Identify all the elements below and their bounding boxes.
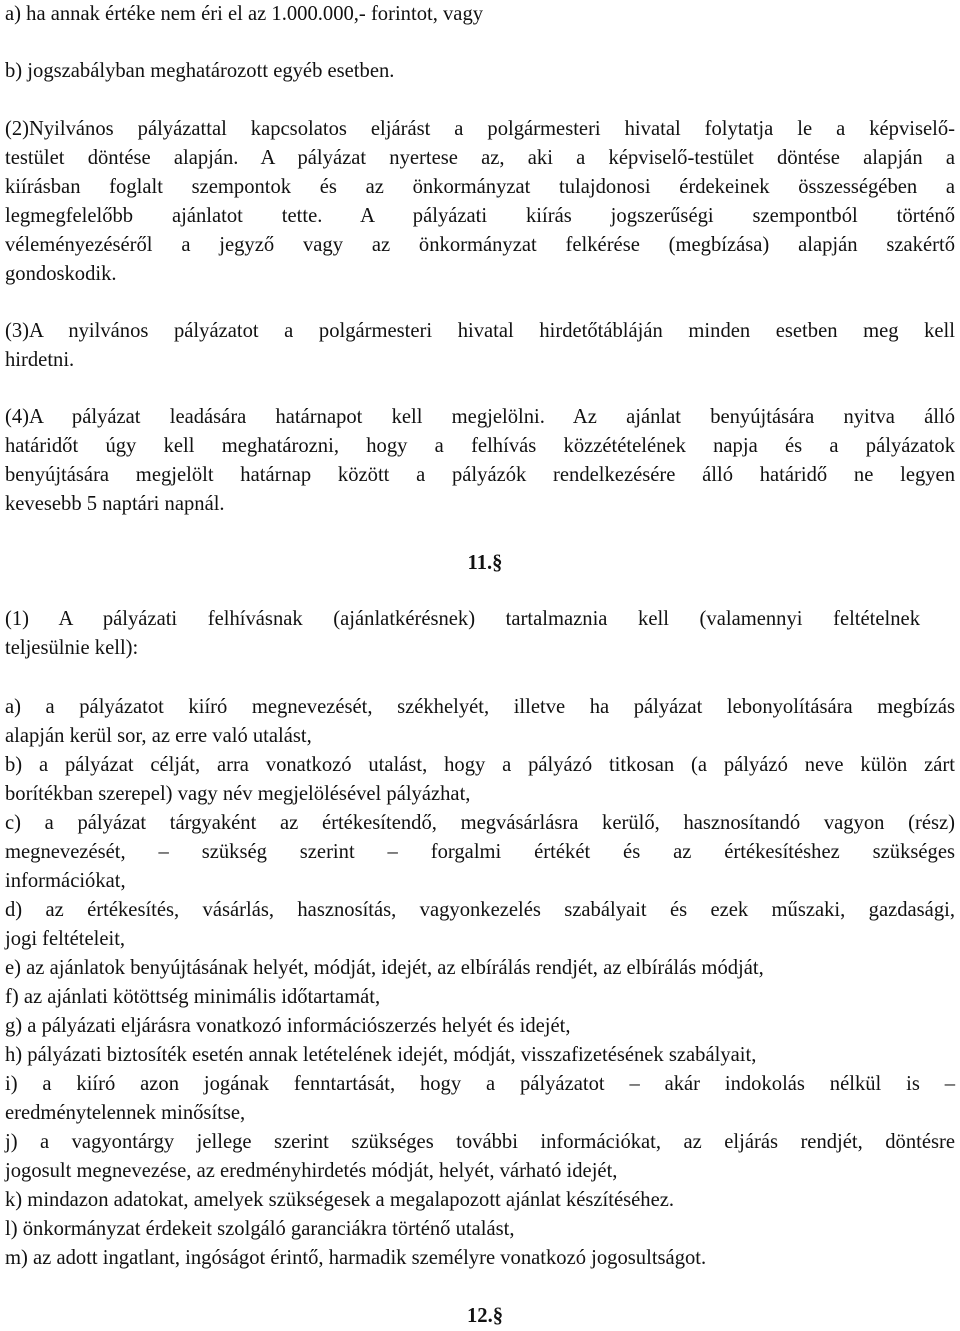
text-line: gondoskodik. <box>5 263 117 285</box>
list-line: g) a pályázati eljárásra vonatkozó információszerzés helyét és idejét, <box>5 1015 571 1037</box>
text-line: benyújtására megjelölt határnap között a pályázók rendelkezésére álló határidő ne legyen <box>5 464 955 486</box>
list-line: f) az ajánlati kötöttség minimális időtartamát, <box>5 986 381 1008</box>
text-line: véleményezéséről a jegyző vagy az önkormányzat felkérése (megbízása) alapján szakértő <box>5 234 955 256</box>
text-line: határidőt úgy kell meghatározni, hogy a felhívás közzétételének napja és a pályázatok <box>5 435 955 457</box>
list-line: h) pályázati biztosíték esetén annak letételének idejét, módját, visszafizetésének szabályait, <box>5 1044 757 1066</box>
section-11-list <box>5 693 955 1273</box>
list-line: m) az adott ingatlant, ingóságot érintő, harmadik személyre vonatkozó jogosultságot. <box>5 1247 707 1269</box>
list-line: a) a pályázatot kiíró megnevezését, székhelyét, illetve ha pályázat lebonyolítására megbízás <box>5 696 955 718</box>
text-line: (1) A pályázati felhívásnak (ajánlatkérésnek) tartalmaznia kell (valamennyi feltételnek <box>5 608 920 630</box>
text-line: teljesülnie kell): <box>5 637 139 659</box>
text-line: (2)Nyilvános pályázattal kapcsolatos eljárást a polgármesteri hivatal folytatja le a képviselő- <box>5 118 955 140</box>
text-line: legmegfelelőbb ajánlatot tette. A pályázati kiírás jogszerűségi szempontból történő <box>5 205 955 227</box>
list-line: d) az értékesítés, vásárlás, hasznosítás, vagyonkezelés szabályait és ezek műszaki, gazdasági, <box>5 899 955 921</box>
text-line: kiírásban foglalt szempontok és az önkormányzat tulajdonosi érdekeinek összességében a <box>5 176 955 198</box>
list-line: e) az ajánlatok benyújtásának helyét, módját, idejét, az elbírálás rendjét, az elbírálás módját, <box>5 957 764 979</box>
list-line: borítékban szerepel) vagy név megjelölésével pályázhat, <box>5 783 471 805</box>
list-line: jogi feltételeit, <box>5 928 126 950</box>
text-line: kevesebb 5 naptári napnál. <box>5 493 225 515</box>
section-11-intro <box>5 605 920 663</box>
list-line: l) önkormányzat érdekeit szolgáló garanciákra történő utalást, <box>5 1218 515 1240</box>
text-line: a) ha annak értéke nem éri el az 1.000.000,- forintot, vagy <box>5 3 484 25</box>
list-line: c) a pályázat tárgyaként az értékesítendő, megvásárlásra kerülő, hasznosítandó vagyon (rész) <box>5 812 955 834</box>
list-line: alapján kerül sor, az erre való utalást, <box>5 725 312 747</box>
paragraph-4 <box>5 403 955 519</box>
text-line: (3)A nyilvános pályázatot a polgármesteri hivatal hirdetőtábláján minden esetben meg kell <box>5 320 955 342</box>
text-line: (4)A pályázat leadására határnapot kell megjelölni. Az ajánlat benyújtására nyitva álló <box>5 406 955 428</box>
text-line: testület döntése alapján. A pályázat nyertese az, aki a képviselő-testület döntése alapján a <box>5 147 955 169</box>
list-line: jogosult megnevezése, az eredményhirdetés módját, helyét, várható idejét, <box>5 1160 618 1182</box>
list-line: k) mindazon adatokat, amelyek szükségesek a megalapozott ajánlat készítéséhez. <box>5 1189 675 1211</box>
list-line: megnevezését, – szükség szerint – forgalmi értékét és az értékesítéshez szükséges <box>5 841 955 863</box>
list-line: b) a pályázat célját, arra vonatkozó utalást, hogy a pályázó titkosan (a pályázó neve külön zárt <box>5 754 955 776</box>
list-line: i) a kiíró azon jogának fenntartását, hogy a pályázatot – akár indokolás nélkül is – <box>5 1073 955 1095</box>
list-line: j) a vagyontárgy jellege szerint szükséges további információkat, az eljárás rendjét, döntésre <box>5 1131 955 1153</box>
list-line: eredménytelennek minősítse, <box>5 1102 246 1124</box>
text-line: hirdetni. <box>5 349 75 371</box>
paragraph-3 <box>5 317 955 375</box>
list-line: információkat, <box>5 870 126 892</box>
paragraph-2 <box>5 115 955 289</box>
text-line: b) jogszabályban meghatározott egyéb esetben. <box>5 60 395 82</box>
section-heading: 12.§ <box>466 1305 504 1327</box>
section-heading: 11.§ <box>467 552 503 574</box>
